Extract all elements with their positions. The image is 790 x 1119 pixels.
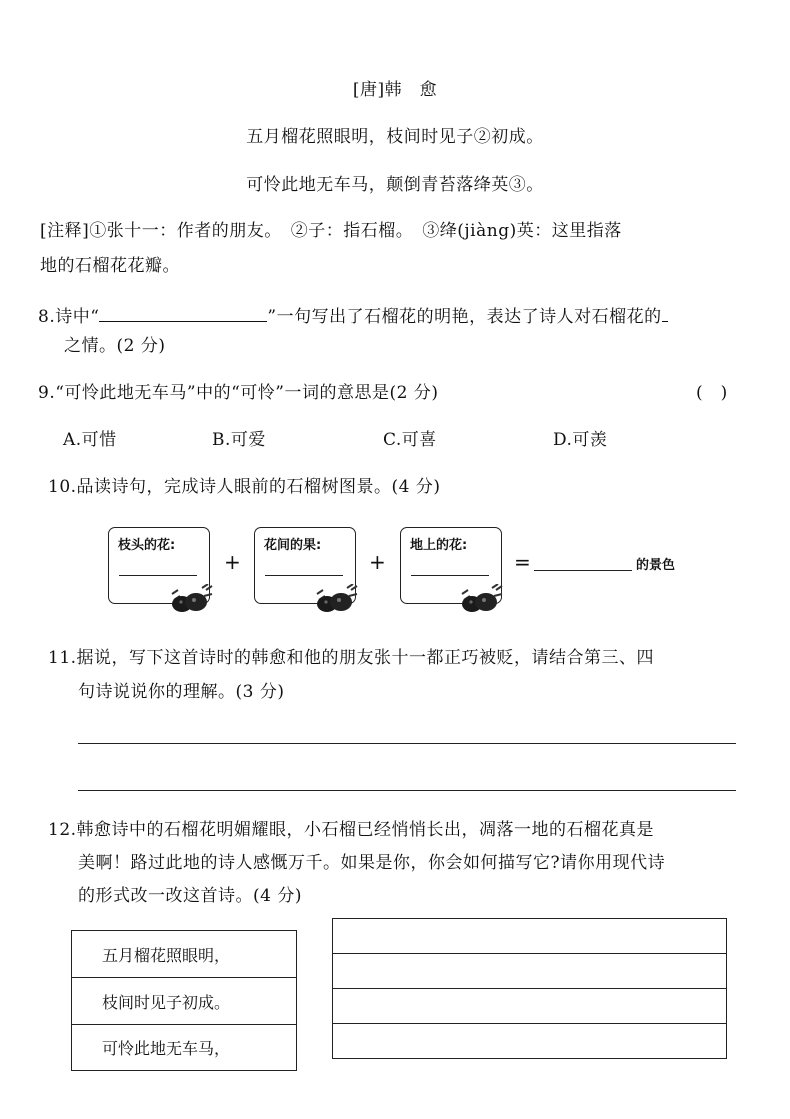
- q8-answer-blank[interactable]: [99, 303, 267, 322]
- box-label: 枝头的花:: [118, 538, 176, 553]
- answer-row[interactable]: [333, 989, 726, 1024]
- q9-option-c[interactable]: C.可喜: [383, 430, 437, 450]
- question-10: 10.品读诗句，完成诗人眼前的石榴树图景。(4 分): [48, 477, 441, 497]
- q9-option-d[interactable]: D.可羡: [553, 430, 608, 450]
- pomegranate-icon: [168, 584, 214, 614]
- table-row: 枝间时见子初成。: [72, 978, 297, 1025]
- q9-option-b[interactable]: B.可爱: [212, 430, 266, 450]
- q8-line-2: 之情。(2 分): [64, 336, 166, 356]
- poem-line-2: 可怜此地无车马，颠倒青苔落绛英③。: [246, 175, 544, 195]
- notes-line-1: [注释]①张十一：作者的朋友。 ②子：指石榴。 ③绛(jiàng)英：这里指落: [40, 221, 622, 241]
- box-answer-line[interactable]: [119, 575, 197, 576]
- question-11-line-2: 句诗说说你的理解。(3 分): [78, 682, 285, 702]
- question-12-line-2: 美啊！路过此地的诗人感慨万千。如果是你，你会如何描写它?请你用现代诗: [78, 853, 666, 873]
- q9-option-a[interactable]: A.可惜: [63, 430, 117, 450]
- q11-answer-line-1[interactable]: [78, 743, 736, 744]
- q11-answer-line-2[interactable]: [78, 790, 736, 791]
- question-8: [38, 303, 668, 327]
- equals-sign: =: [514, 550, 531, 574]
- table-row: 可怜此地无车马，: [72, 1025, 297, 1071]
- notes-line-2: 地的石榴花花瓣。: [40, 256, 180, 276]
- pomegranate-icon: [458, 584, 504, 614]
- answer-row[interactable]: [333, 1024, 726, 1058]
- modern-poem-answer-grid: [332, 918, 727, 1059]
- answer-row[interactable]: [333, 954, 726, 989]
- q8-suffix: ”一句写出了石榴花的明艳，表达了诗人对石榴花的: [267, 307, 662, 327]
- q8-answer-blank-2[interactable]: [662, 303, 668, 322]
- question-12-line-1: 12.韩愈诗中的石榴花明媚耀眼，小石榴已经悄悄长出，凋落一地的石榴花真是: [48, 820, 655, 840]
- question-11-line-1: 11.据说，写下这首诗时的韩愈和他的朋友张十一都正巧被贬，请结合第三、四: [48, 648, 655, 668]
- table-row: 五月榴花照眼明，: [72, 931, 297, 978]
- q9-answer-bracket[interactable]: ( ): [696, 383, 728, 403]
- question-12-line-3: 的形式改一改这首诗。(4 分): [78, 886, 302, 906]
- poem-line-1: 五月榴花照眼明，枝间时见子②初成。: [246, 127, 544, 147]
- plus-sign-2: +: [369, 550, 386, 574]
- box-label: 地上的花:: [410, 538, 468, 553]
- box-label: 花间的果:: [264, 538, 322, 553]
- plus-sign-1: +: [224, 550, 241, 574]
- poem-author: [唐]韩 愈: [352, 80, 438, 100]
- q10-result-blank[interactable]: [534, 570, 632, 571]
- pomegranate-icon: [313, 584, 359, 614]
- box-answer-line[interactable]: [265, 575, 343, 576]
- q10-result-suffix: 的景色: [636, 558, 676, 573]
- question-9: 9.“可怜此地无车马”中的“可怜”一词的意思是(2 分): [38, 383, 439, 403]
- q8-prefix: 8.诗中“: [38, 307, 100, 327]
- answer-row[interactable]: [333, 919, 726, 954]
- box-answer-line[interactable]: [411, 575, 489, 576]
- poem-lines-table: [71, 930, 297, 1071]
